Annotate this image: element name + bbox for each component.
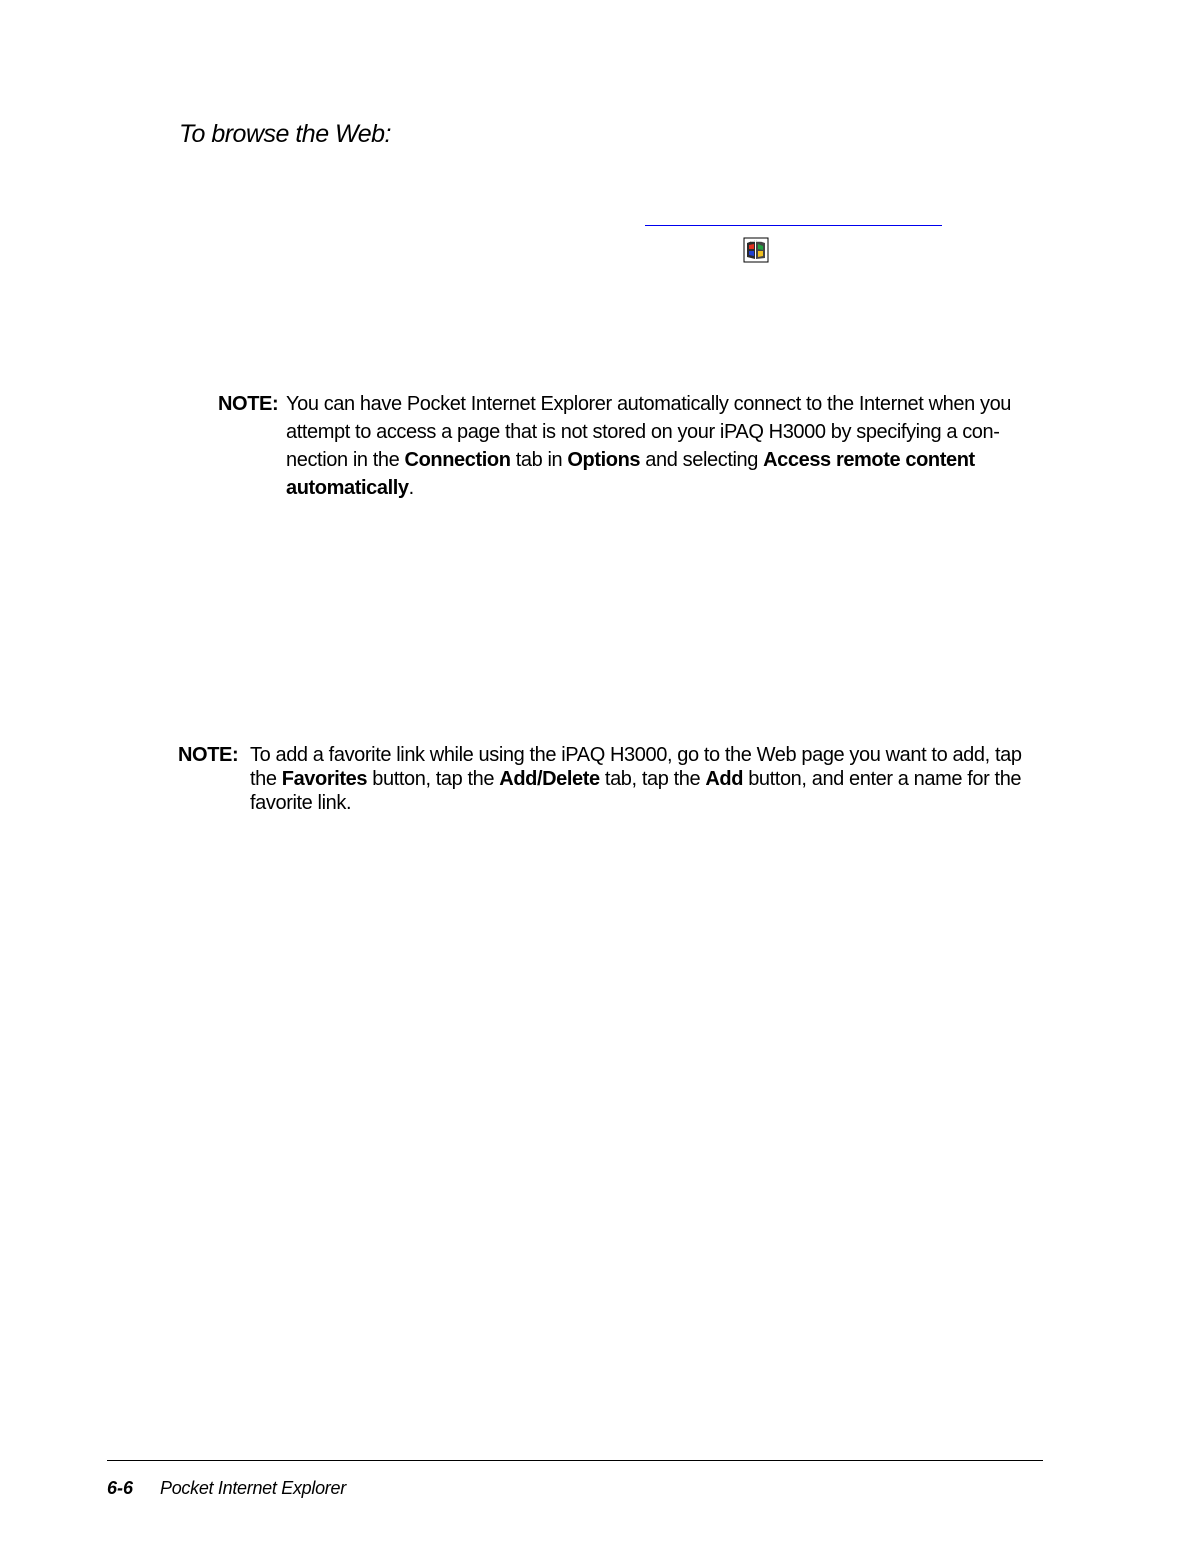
note-emphasis: Connection bbox=[404, 449, 511, 471]
note-body bbox=[286, 390, 1046, 502]
note-text: button, tap the bbox=[367, 768, 500, 790]
chapter-title: Pocket Internet Explorer bbox=[160, 1478, 346, 1498]
note-text: . bbox=[408, 477, 414, 499]
note-text: tab, tap the bbox=[599, 768, 706, 790]
note-emphasis: Add bbox=[705, 768, 744, 790]
note-text: tab in bbox=[510, 449, 568, 471]
note-emphasis: Options bbox=[567, 449, 641, 471]
note-emphasis: Access remote content automatically bbox=[286, 449, 975, 499]
note-emphasis: Favorites bbox=[281, 768, 368, 790]
internet-explorer-icon bbox=[743, 237, 769, 263]
page-number: 6-6 bbox=[107, 1478, 134, 1498]
note-label: NOTE: bbox=[218, 393, 279, 415]
note-text: button, and enter a name for the favorite link. bbox=[250, 768, 1022, 814]
procedure-heading: To browse the Web: bbox=[179, 120, 391, 148]
note-text: To add a favorite link while using the iPAQ H3000, go to the Web page you want to add, tap the bbox=[250, 744, 1022, 790]
footer-divider bbox=[107, 1460, 1043, 1461]
note-emphasis: Add/Delete bbox=[499, 768, 600, 790]
note-text: You can have Pocket Internet Explorer automatically connect to the Internet when you attempt to access a page that is not stored on your iPAQ H3000 by specifying a con-nection in the bbox=[286, 393, 1012, 471]
note-text: and selecting bbox=[640, 449, 764, 471]
link-underline[interactable] bbox=[645, 225, 942, 226]
note-body bbox=[250, 743, 1040, 815]
note-label: NOTE: bbox=[178, 744, 239, 766]
